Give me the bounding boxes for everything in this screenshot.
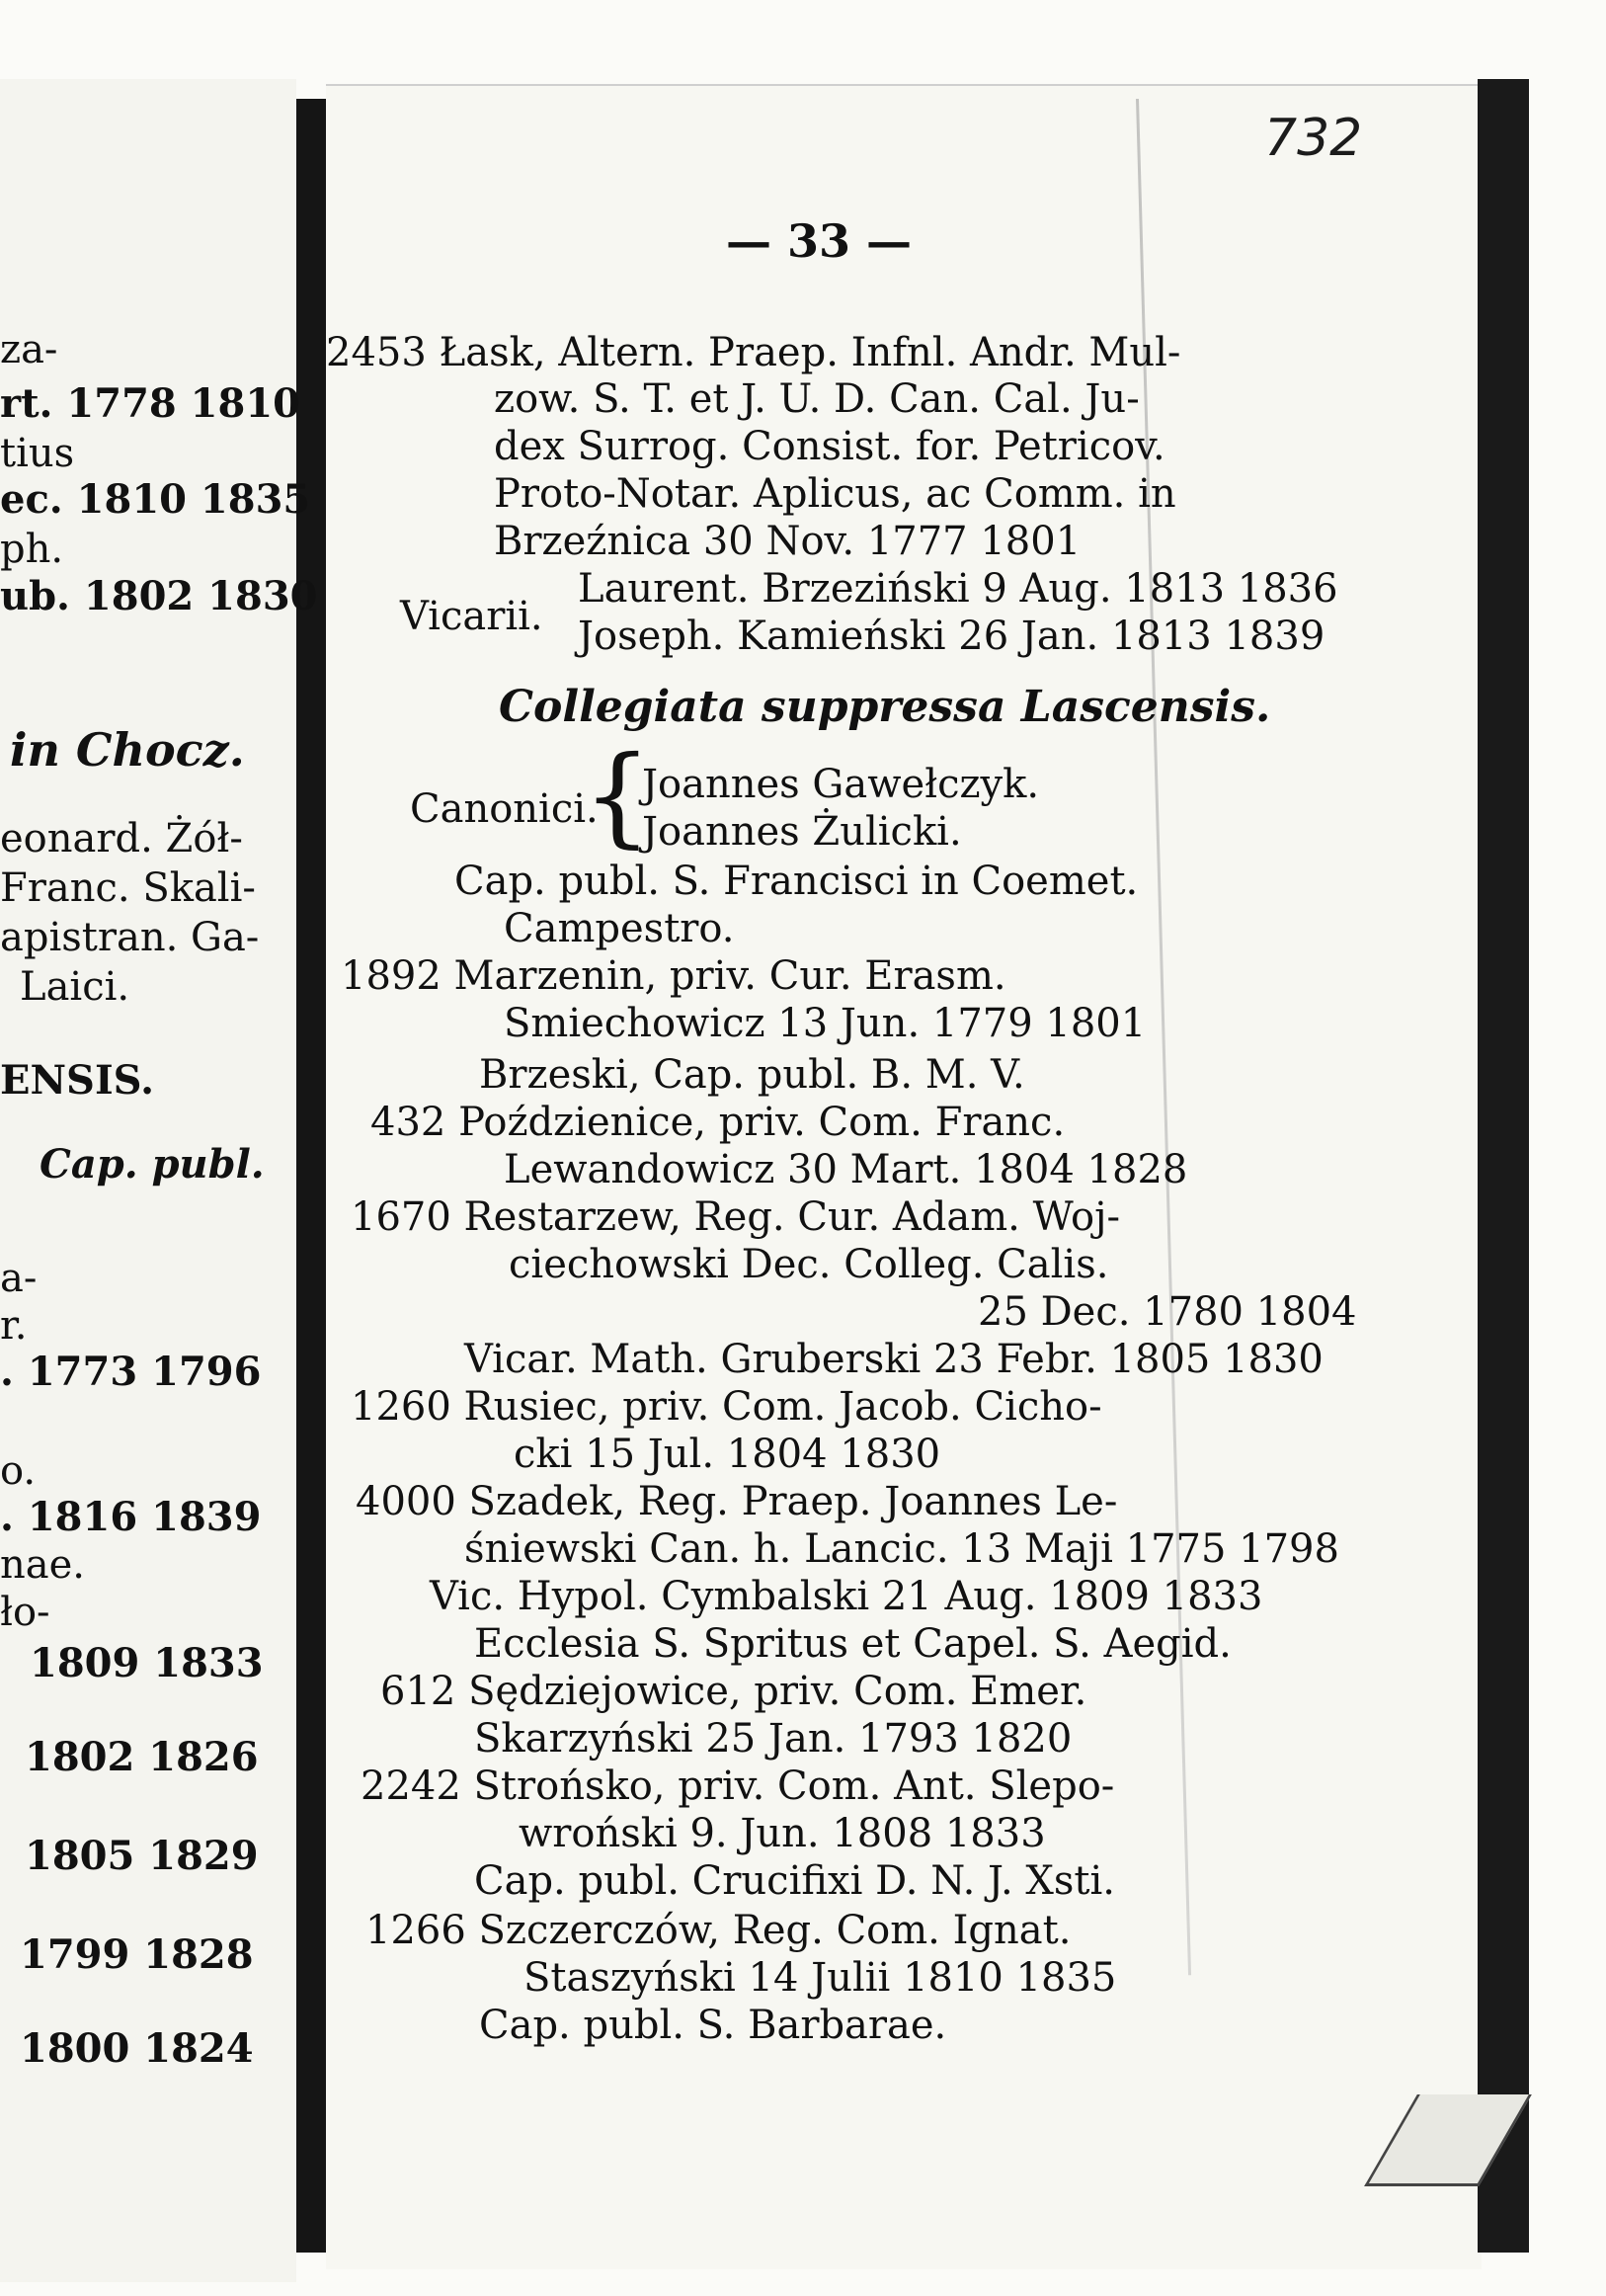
left-line: Laici.: [20, 964, 130, 1010]
entry-line: 1892 Marzenin, priv. Cur. Erasm.: [341, 953, 1006, 999]
entry-line: Cap. publ. S. Francisci in Coemet.: [454, 859, 1139, 904]
left-line: za-: [0, 327, 58, 372]
book-gutter: [296, 99, 326, 2253]
left-line: nae.: [0, 1542, 85, 1588]
left-line: ec. 1810 1835: [0, 476, 311, 523]
left-line: r.: [0, 1303, 28, 1349]
entry-line: 1260 Rusiec, priv. Com. Jacob. Cicho-: [351, 1384, 1102, 1430]
brace: {: [583, 732, 652, 859]
entry-line: zow. S. T. et J. U. D. Can. Cal. Ju-: [494, 376, 1140, 422]
section-heading: Collegiata suppressa Lascensis.: [499, 682, 1271, 732]
left-line: ENSIS.: [0, 1057, 155, 1104]
left-line: eonard. Żół-: [0, 816, 243, 861]
entry-line: Lewandowicz 30 Mart. 1804 1828: [504, 1147, 1188, 1192]
entry-line: Smiechowicz 13 Jun. 1779 1801: [504, 1001, 1147, 1046]
entry-line: 1670 Restarzew, Reg. Cur. Adam. Woj-: [351, 1194, 1120, 1240]
left-heading: in Chocz.: [10, 723, 245, 777]
entry-line: Brzeźnica 30 Nov. 1777 1801: [494, 519, 1082, 564]
left-line: a-: [0, 1256, 38, 1301]
entry-line: 1266 Szczerczów, Reg. Com. Ignat.: [365, 1908, 1072, 1953]
entry-line: Joannes Żulicki.: [642, 809, 962, 855]
handwritten-folio-number: 732: [1264, 109, 1363, 168]
entry-line: ciechowski Dec. Colleg. Calis.: [509, 1242, 1109, 1287]
entry-line: Proto-Notar. Aplicus, ac Comm. in: [494, 471, 1176, 517]
left-line: ph.: [0, 527, 64, 572]
entry-line: Cap. publ. Crucifixi D. N. J. Xsti.: [474, 1858, 1116, 1904]
entry-line: Campestro.: [504, 906, 735, 951]
left-line: rt. 1778 1810: [0, 380, 300, 427]
entry-line: 2242 Strońsko, priv. Com. Ant. Slepo-: [361, 1763, 1115, 1809]
entry-line: Brzeski, Cap. publ. B. M. V.: [479, 1052, 1025, 1098]
left-line: 1802 1826: [25, 1734, 259, 1780]
left-line: 1805 1829: [25, 1833, 259, 1879]
entry-line: Laurent. Brzeziński 9 Aug. 1813 1836: [578, 566, 1338, 612]
entry-line: 25 Dec. 1780 1804: [978, 1289, 1357, 1335]
left-line: ub. 1802 1830: [0, 573, 318, 619]
entry-line: Cap. publ. S. Barbarae.: [479, 2003, 947, 2048]
entry-line: 612 Sędziejowice, priv. Com. Emer.: [380, 1669, 1087, 1714]
entry-line: Joseph. Kamieński 26 Jan. 1813 1839: [578, 614, 1325, 659]
left-line: . 1773 1796: [0, 1349, 262, 1395]
entry-line: Vicar. Math. Gruberski 23 Febr. 1805 1830: [464, 1337, 1324, 1382]
page-number: — 33 —: [726, 214, 913, 268]
entry-line: Joannes Gawełczyk.: [642, 762, 1040, 807]
left-line: tius: [0, 431, 75, 476]
left-line: o.: [0, 1448, 37, 1494]
entry-line: 4000 Szadek, Reg. Praep. Joannes Le-: [356, 1479, 1118, 1524]
entry-line: Vic. Hypol. Cymbalski 21 Aug. 1809 1833: [430, 1574, 1263, 1619]
entry-line: Staszyński 14 Julii 1810 1835: [523, 1955, 1117, 2001]
left-line: ło-: [0, 1590, 50, 1635]
left-line: 1800 1824: [20, 2025, 254, 2072]
entry-line: Skarzyński 25 Jan. 1793 1820: [474, 1716, 1073, 1762]
entry-line: Ecclesia S. Spritus et Capel. S. Aegid.: [474, 1621, 1232, 1667]
entry-line: śniewski Can. h. Lancic. 13 Maji 1775 1798: [464, 1526, 1339, 1572]
entry-line: dex Surrog. Consist. for. Petricov.: [494, 424, 1165, 469]
left-line: Cap. publ.: [40, 1141, 265, 1188]
vicarii-label: Vicarii.: [400, 594, 543, 639]
left-line: Franc. Skali-: [0, 865, 256, 911]
page-edge: [1478, 79, 1529, 2253]
left-line: 1799 1828: [20, 1931, 254, 1978]
left-line: . 1816 1839: [0, 1494, 262, 1540]
entry-line: 2453 Łask, Altern. Praep. Infnl. Andr. Mul-: [326, 330, 1181, 375]
left-line: 1809 1833: [30, 1640, 264, 1686]
entry-line: wroński 9. Jun. 1808 1833: [519, 1811, 1046, 1856]
entry-line: cki 15 Jul. 1804 1830: [514, 1432, 941, 1477]
entry-line: 432 Poździenice, priv. Com. Franc.: [370, 1100, 1066, 1145]
canonici-label: Canonici.: [410, 786, 599, 832]
left-line: apistran. Ga-: [0, 915, 260, 960]
